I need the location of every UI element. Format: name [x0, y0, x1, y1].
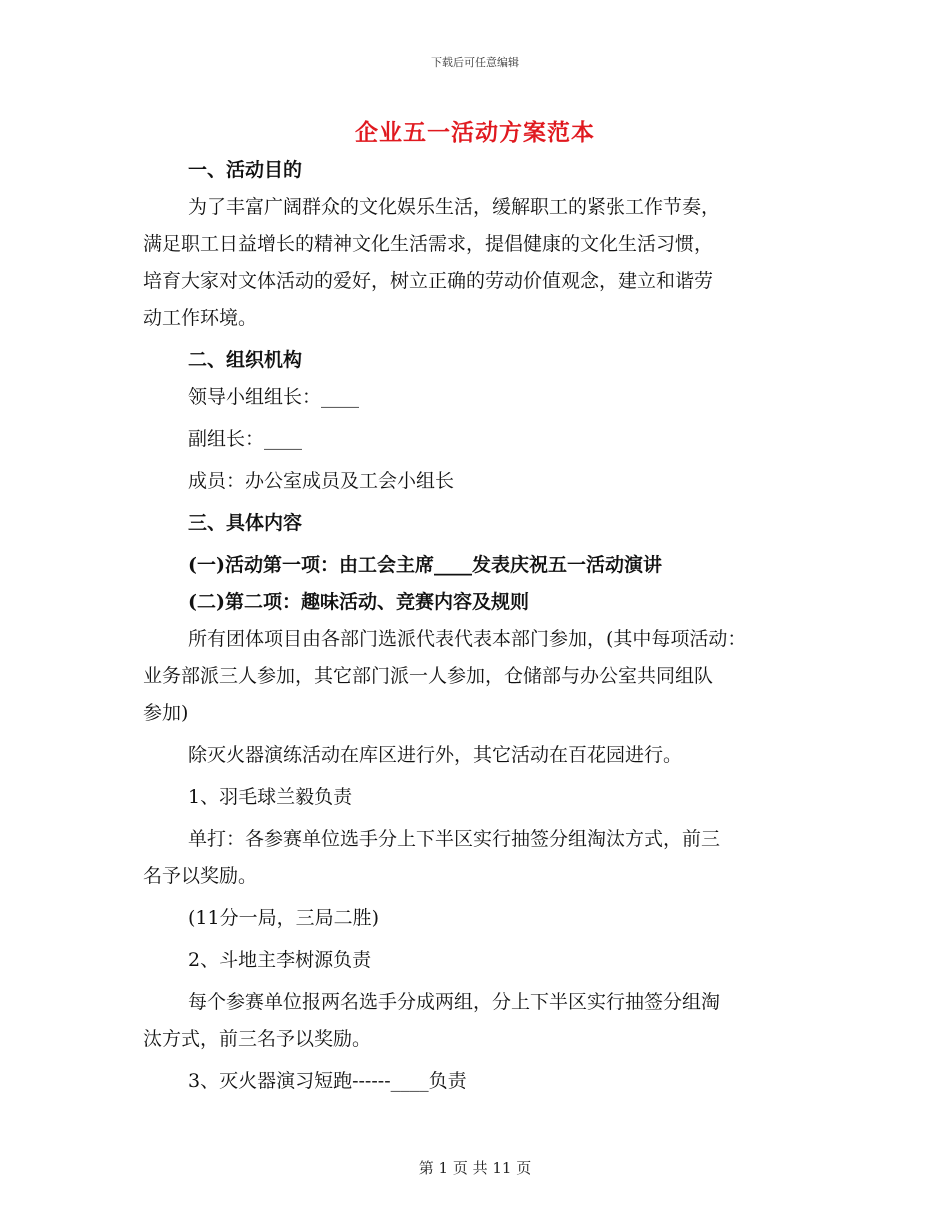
page-footer: 第 1 页 共 11 页 — [418, 1159, 532, 1177]
paragraph-line: 名予以奖励。 — [143, 865, 258, 887]
paragraph-line: 培育大家对文体活动的爱好，树立正确的劳动价值观念，建立和谐劳 — [143, 270, 714, 292]
paragraph-line: 除灭火器演练活动在库区进行外，其它活动在百花园进行。 — [188, 744, 683, 766]
badminton-title: 1、羽毛球兰毅负责 — [188, 786, 353, 808]
header-note: 下载后可任意编辑 — [431, 56, 519, 69]
section-heading-organization: 二、组织机构 — [188, 349, 303, 371]
section-heading-purpose: 一、活动目的 — [188, 159, 303, 181]
paragraph-line: (11分一局，三局二胜) — [188, 907, 380, 929]
deputy-line: 副组长：____ — [188, 428, 303, 450]
paragraph-line: 所有团体项目由各部门选派代表代表本部门参加，(其中每项活动： — [188, 628, 747, 650]
members-line: 成员：办公室成员及工会小组长 — [188, 470, 455, 492]
paragraph-line: 为了丰富广阔群众的文化娱乐生活，缓解职工的紧张工作节奏， — [188, 196, 721, 218]
card-game-title: 2、斗地主李树源负责 — [188, 949, 372, 971]
section-heading-content: 三、具体内容 — [188, 512, 303, 534]
paragraph-line: 动工作环境。 — [143, 307, 258, 329]
activity-item-1: (一)活动第一项：由工会主席____发表庆祝五一活动演讲 — [188, 554, 662, 576]
document-body — [143, 152, 808, 1100]
document-title: 企业五一活动方案范本 — [355, 119, 595, 146]
extinguisher-title: 3、灭火器演习短跑------____负责 — [188, 1070, 467, 1092]
activity-item-2: (二)第二项：趣味活动、竞赛内容及规则 — [188, 591, 529, 613]
paragraph-line: 汰方式，前三名予以奖励。 — [143, 1028, 372, 1050]
leader-line: 领导小组组长：____ — [188, 386, 360, 408]
paragraph-line: 单打：各参赛单位选手分上下半区实行抽签分组淘汰方式，前三 — [188, 828, 721, 850]
paragraph-line: 业务部派三人参加，其它部门派一人参加，仓储部与办公室共同组队 — [143, 665, 714, 687]
paragraph-line: 参加) — [143, 702, 189, 724]
paragraph-line: 每个参赛单位报两名选手分成两组，分上下半区实行抽签分组淘 — [188, 991, 721, 1013]
paragraph-line: 满足职工日益增长的精神文化生活需求，提倡健康的文化生活习惯， — [143, 233, 714, 255]
